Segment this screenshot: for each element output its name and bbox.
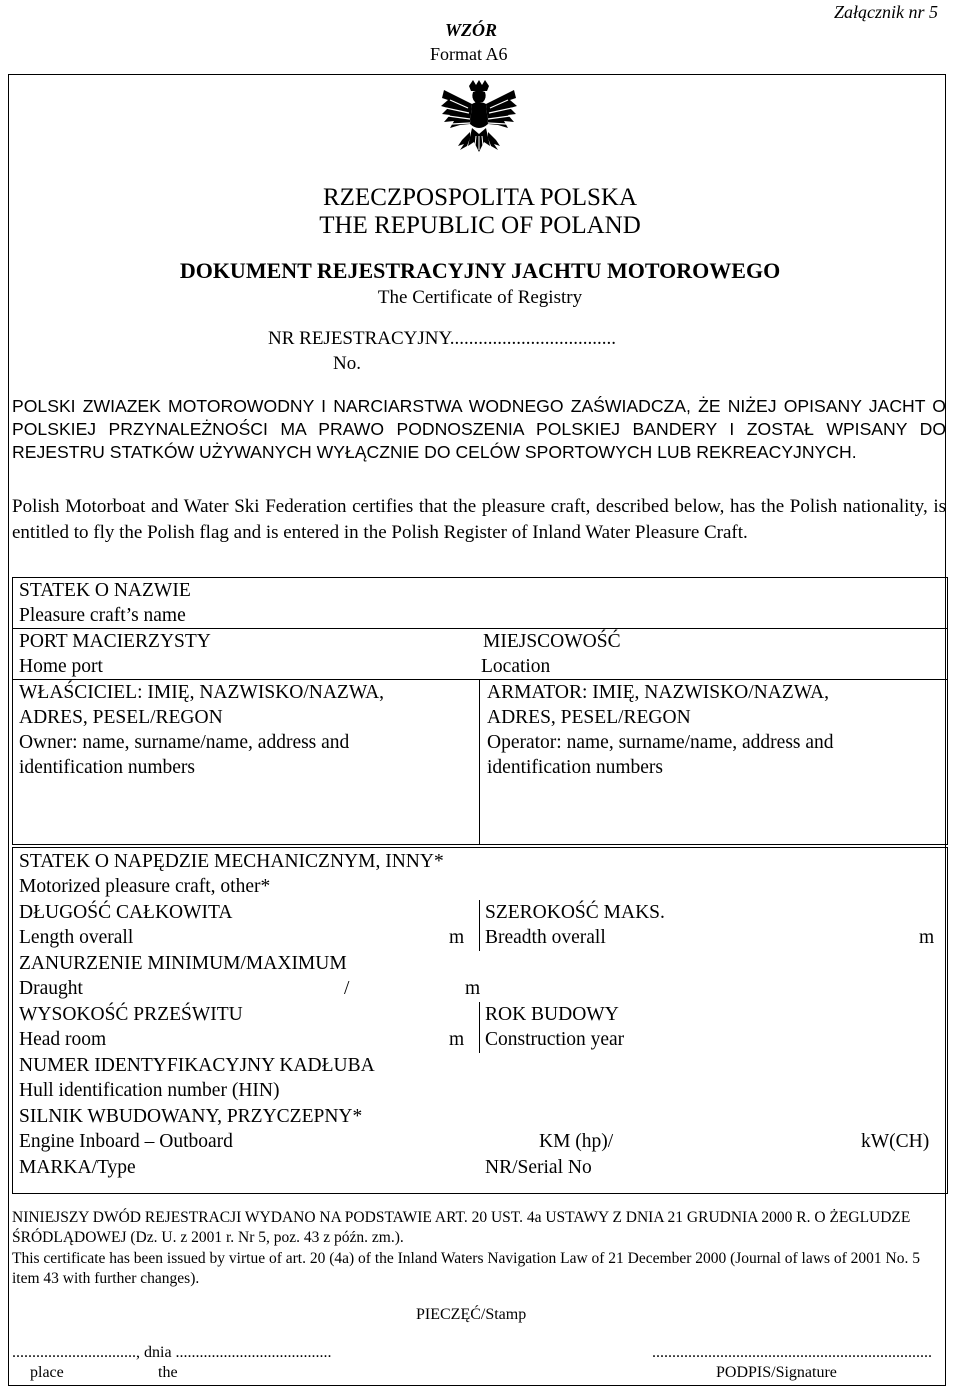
hin-label-pl: NUMER IDENTYFIKACYJNY KADŁUBA <box>19 1055 375 1076</box>
document-title: DOKUMENT REJESTRACYJNY JACHTU MOTOROWEGO <box>179 258 781 283</box>
breadth-label-pl: SZEROKOŚĆ MAKS. <box>485 902 665 923</box>
owner-label-pl-1: WŁAŚCICIEL: IMIĘ, NAZWISKO/NAZWA, <box>19 682 385 703</box>
location-label-en: Location <box>481 656 551 677</box>
certification-statement-en: Polish Motorboat and Water Ski Federation certifies that the pleasure craft, described below, has the Polish nationality, is entitled to fly the Polish flag and is entered in the Polish Register of Inland Water Pleasure Craft. <box>12 496 946 543</box>
headroom-label-en: Head room <box>19 1029 107 1050</box>
annex-label: Załącznik nr 5 <box>833 2 938 22</box>
craft-name-label-pl: STATEK O NAZWIE <box>19 580 191 601</box>
engine-hp-label: KM (hp)/ <box>539 1131 614 1152</box>
operator-label-en-1: Operator: name, surname/name, address and <box>487 732 834 753</box>
template-label: WZÓR <box>445 20 498 40</box>
signature-label: PODPIS/Signature <box>716 1364 837 1381</box>
owner-label-pl-2: ADRES, PESEL/REGON <box>19 707 223 728</box>
certification-statement-pl: POLSKI ZWIAZEK MOTOROWODNY I NARCIARSTWA WODNEGO ZAŚWIADCZA, ŻE NIŻEJ OPISANY JACHT O POLSKIEJ PRZYNALEŻNOŚCI MA PRAWO PODNOSZENIA POLSKIEJ BANDERY I ZOSTAŁ WPISANY DO REJESTRU STATKÓW UŻYWANYCH WYŁĄCZNIE DO CELÓW SPORTOWYCH LUB REKREACYJNYCH. <box>12 396 946 462</box>
length-label-en: Length overall <box>19 927 134 948</box>
operator-label-pl-2: ADRES, PESEL/REGON <box>487 707 691 728</box>
engine-label-pl: SILNIK WBUDOWANY, PRZYCZEPNY* <box>19 1106 363 1127</box>
draught-label-pl: ZANURZENIE MINIMUM/MAXIMUM <box>19 953 347 974</box>
craft-type-label-en: Motorized pleasure craft, other* <box>19 876 271 897</box>
column-divider <box>479 679 480 844</box>
polish-eagle-emblem <box>440 80 518 160</box>
engine-label-en: Engine Inboard – Outboard <box>19 1131 233 1152</box>
registration-number-label-en: No. <box>333 353 361 374</box>
legal-basis-en: This certificate has been issued by virtue of art. 20 (4a) of the Inland Waters Navigation Law of 21 December 2000 (Journal of laws of 2001 No. 5 item 43 with further changes). <box>12 1250 920 1287</box>
length-unit: m <box>449 927 465 948</box>
draught-label-en: Draught <box>19 978 83 999</box>
country-name-en: THE REPUBLIC OF POLAND <box>319 212 641 239</box>
operator-label-en-2: identification numbers <box>487 757 663 778</box>
operator-label-pl-1: ARMATOR: IMIĘ, NAZWISKO/NAZWA, <box>487 682 829 703</box>
stamp-label: PIECZĘĆ/Stamp <box>416 1306 527 1323</box>
place-date-line: ..............................., dnia ....................................... <box>12 1344 332 1361</box>
build-year-label-pl: ROK BUDOWY <box>485 1004 619 1025</box>
technical-details-box <box>12 847 948 1194</box>
format-label: Format A6 <box>430 44 508 64</box>
length-label-pl: DŁUGOŚĆ CAŁKOWITA <box>19 902 233 923</box>
date-label: the <box>158 1364 178 1381</box>
hin-label-en: Hull identification number (HIN) <box>19 1080 280 1101</box>
document-subtitle: The Certificate of Registry <box>377 287 583 308</box>
headroom-unit: m <box>449 1029 465 1050</box>
home-port-label-pl: PORT MACIERZYSTY <box>19 631 211 652</box>
headroom-label-pl: WYSOKOŚĆ PRZEŚWITU <box>19 1004 243 1025</box>
craft-name-label-en: Pleasure craft’s name <box>19 605 186 626</box>
column-divider <box>479 1002 480 1053</box>
draught-separator: / <box>344 978 350 999</box>
place-label: place <box>30 1364 64 1381</box>
location-label-pl: MIEJSCOWOŚĆ <box>483 631 621 652</box>
owner-label-en-2: identification numbers <box>19 757 195 778</box>
legal-basis-pl: NINIEJSZY DWÓD REJESTRACJI WYDANO NA PODSTAWIE ART. 20 UST. 4a USTAWY Z DNIA 21 GRUDNIA 2000 R. O ŻEGLUDZE ŚRÓDLĄDOWEJ (Dz. U. z 2001 r. Nr 5, poz. 43 z późn. zm.). <box>12 1209 911 1246</box>
craft-details-box <box>12 577 948 845</box>
registration-number-label: NR REJESTRACYJNY................................... <box>268 328 617 349</box>
home-port-label-en: Home port <box>19 656 103 677</box>
signature-line: ...................................................................... <box>652 1344 932 1361</box>
serial-number-label: NR/Serial No <box>485 1157 592 1178</box>
engine-kw-label: kW(CH) <box>861 1131 930 1152</box>
country-name-pl: RZECZPOSPOLITA POLSKA <box>322 184 637 211</box>
draught-unit: m <box>465 978 481 999</box>
make-label: MARKA/Type <box>19 1157 136 1178</box>
build-year-label-en: Construction year <box>485 1029 625 1050</box>
breadth-unit: m <box>919 927 935 948</box>
craft-type-label-pl: STATEK O NAPĘDZIE MECHANICZNYM, INNY* <box>19 851 444 872</box>
breadth-label-en: Breadth overall <box>485 927 606 948</box>
column-divider <box>479 900 480 951</box>
owner-label-en-1: Owner: name, surname/name, address and <box>19 732 350 753</box>
